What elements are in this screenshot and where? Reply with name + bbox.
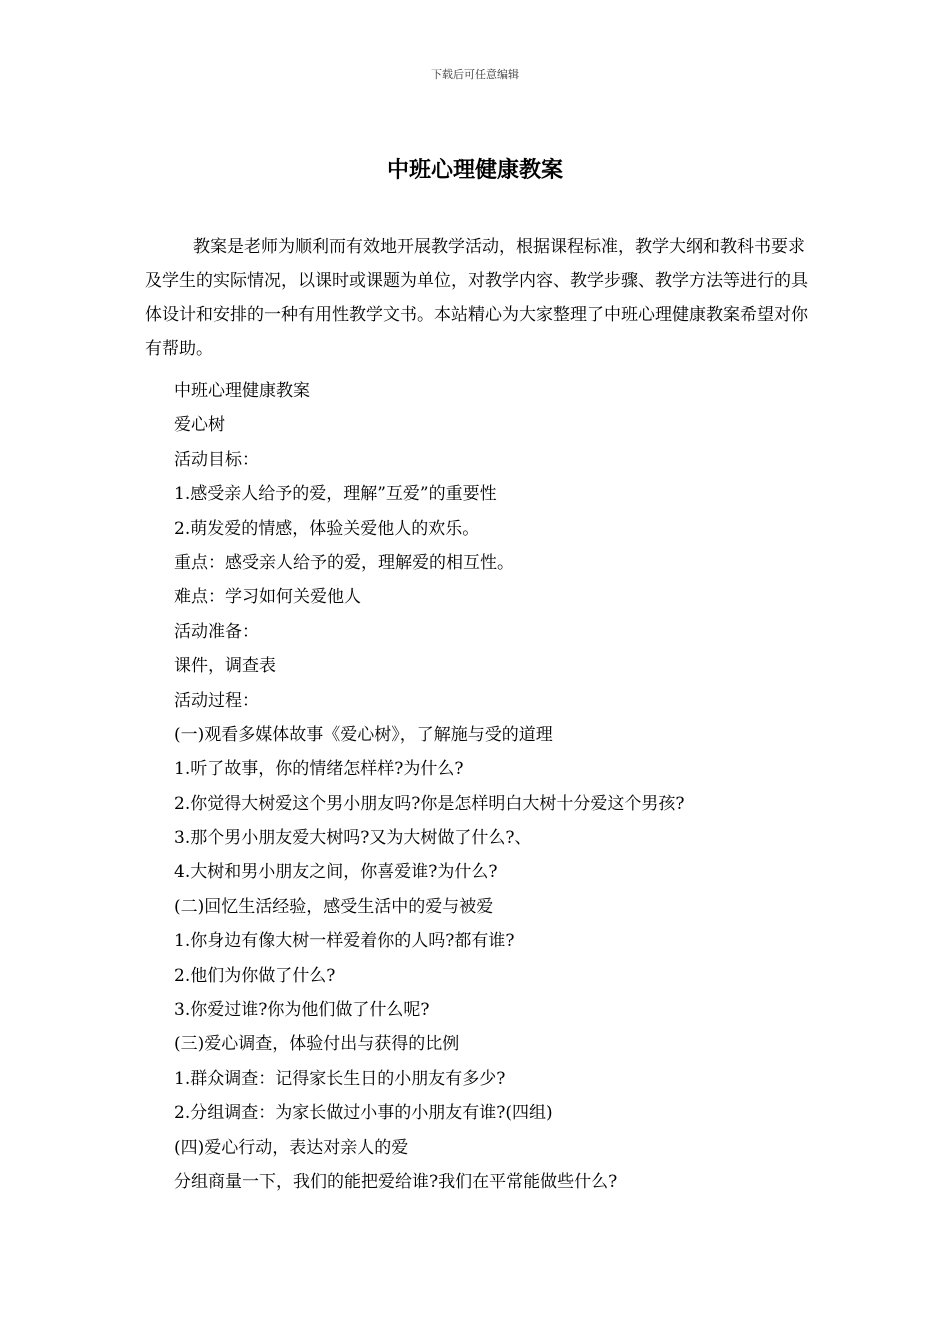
text-line: 1.听了故事，你的情绪怎样样?为什么? [174, 759, 464, 780]
text-line: 2.萌发爱的情感，体验关爱他人的欢乐。 [174, 518, 480, 539]
text-line: (一)观看多媒体故事《爱心树》，了解施与受的道理 [174, 724, 553, 745]
text-line: 2.你觉得大树爱这个男小朋友吗?你是怎样明白大树十分爱这个男孩? [174, 793, 685, 814]
text-line: 3.那个男小朋友爱大树吗?又为大树做了什么?、 [174, 828, 532, 849]
text-line: 分组商量一下，我们的能把爱给谁?我们在平常能做些什么? [174, 1171, 618, 1192]
text-line: 1.你身边有像大树一样爱着你的人吗?都有谁? [174, 931, 515, 952]
text-line: 难点：学习如何关爱他人 [174, 587, 361, 608]
text-line: 活动准备： [174, 621, 259, 642]
text-line: 2.分组调查：为家长做过小事的小朋友有谁?(四组) [174, 1103, 553, 1124]
text-line: (三)爱心调查，体验付出与获得的比例 [174, 1034, 460, 1055]
text-line: (四)爱心行动，表达对亲人的爱 [174, 1137, 409, 1158]
text-line: 2.他们为你做了什么? [174, 965, 336, 986]
text-line: (二)回忆生活经验，感受生活中的爱与被爱 [174, 896, 494, 917]
text-line: 活动目标： [174, 449, 259, 470]
text-line: 4.大树和男小朋友之间，你喜爱谁?为什么? [174, 862, 498, 883]
text-line: 重点：感受亲人给予的爱，理解爱的相互性。 [174, 552, 514, 573]
lesson-plan-body [174, 374, 814, 1199]
text-line: 课件，调查表 [174, 656, 276, 677]
text-line: 活动过程： [174, 690, 259, 711]
text-line: 爱心树 [174, 415, 225, 436]
page-header-note: 下载后可任意编辑 [431, 68, 519, 81]
document-title: 中班心理健康教案 [386, 158, 563, 183]
intro-paragraph: 教案是老师为顺利而有效地开展教学活动，根据课程标准，教学大纲和教科书要求及学生的实际情况，以课时或课题为单位，对教学内容、教学步骤、教学方法等进行的具体设计和安排的一种有用性教学文书。本站精心为大家整理了中班心理健康教案希望对你有帮助。 [145, 237, 808, 359]
text-line: 3.你爱过谁?你为他们做了什么呢? [174, 1000, 430, 1021]
text-line: 1.群众调查：记得家长生日的小朋友有多少? [174, 1068, 506, 1089]
text-line: 1.感受亲人给予的爱，理解”互爱”的重要性 [174, 484, 497, 505]
text-line: 中班心理健康教案 [174, 381, 310, 401]
